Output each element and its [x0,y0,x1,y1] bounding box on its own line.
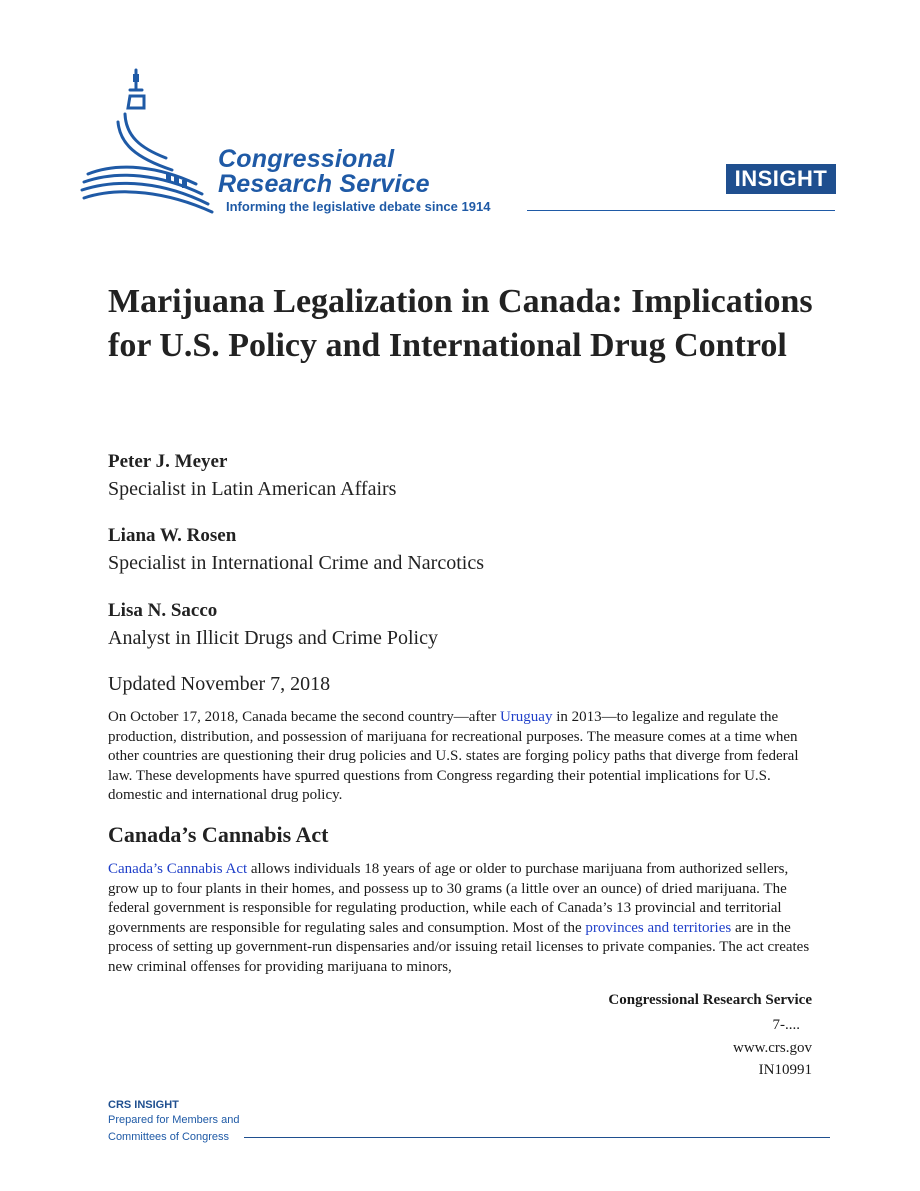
intro-text-end: in 2013—to legalize and regulate the production, distribution, and possession of marijuana for recreational purposes. The measure comes at a time when other countries are questioning their drug policies and U.S. states are forging policy paths that diverge from federal law. These developments have spurred questions from Congress regarding their potential implications for U.S. domestic and international drug policy. [108,709,799,803]
footer-website[interactable]: www.crs.gov [732,1040,812,1056]
author-name: Peter J. Meyer [108,451,228,472]
author-role: Analyst in Illicit Drugs and Crime Policy [108,627,438,649]
updated-date: Updated November 7, 2018 [108,673,331,695]
author-role: Specialist in International Crime and Narcotics [108,552,484,574]
intro-text-start: On October 17, 2018, Canada became the second country—after [108,709,500,725]
footer-prepared-line1: Prepared for Members and [108,1114,240,1126]
footer-insight-label: CRS INSIGHT [108,1099,179,1111]
org-tagline: Informing the legislative debate since 1914 [226,199,491,214]
org-name-line2: Research Service [218,170,430,198]
footer-report-number: 7-.... [772,1017,800,1033]
author-name: Lisa N. Sacco [108,600,218,621]
footer-divider [244,1137,830,1138]
intro-paragraph [108,708,820,806]
insight-badge: INSIGHT [726,164,836,194]
document-title: Marijuana Legalization in Canada: Implications for U.S. Policy and International Drug Control [108,283,813,364]
footer-prepared-line2: Committees of Congress [108,1131,230,1143]
provinces-territories-link[interactable]: provinces and territories [585,919,732,936]
section-paragraph [108,860,820,977]
section-text-1: allows individuals 18 years of age or older to purchase marijuana from authorized sellers, grow up to four plants in their homes, and possess up to 30 grams (a little over an ounce) of dried marijuana. The federal government is responsible for regulating production, while each of Canada’s 13 provincial and territorial governments are responsible for regulating sales and consumption. Most of the [108,861,789,936]
author-role: Specialist in Latin American Affairs [108,478,397,500]
section-text-2: are in the process of setting up government-run dispensaries and/or issuing retail licenses to private companies. The act creates new criminal offenses for providing marijuana to minors, [108,919,810,975]
uruguay-link[interactable]: Uruguay [499,709,553,725]
footer-report-id: IN10991 [758,1062,812,1078]
tagline-divider [527,210,835,211]
author-name: Liana W. Rosen [108,525,237,546]
cannabis-act-link[interactable]: Canada’s Cannabis Act [108,861,248,877]
org-name-line1: Congressional [218,145,395,173]
capitol-dome-logo [78,66,218,216]
section-heading: Canada’s Cannabis Act [108,822,329,847]
footer-org: Congressional Research Service [608,992,812,1008]
